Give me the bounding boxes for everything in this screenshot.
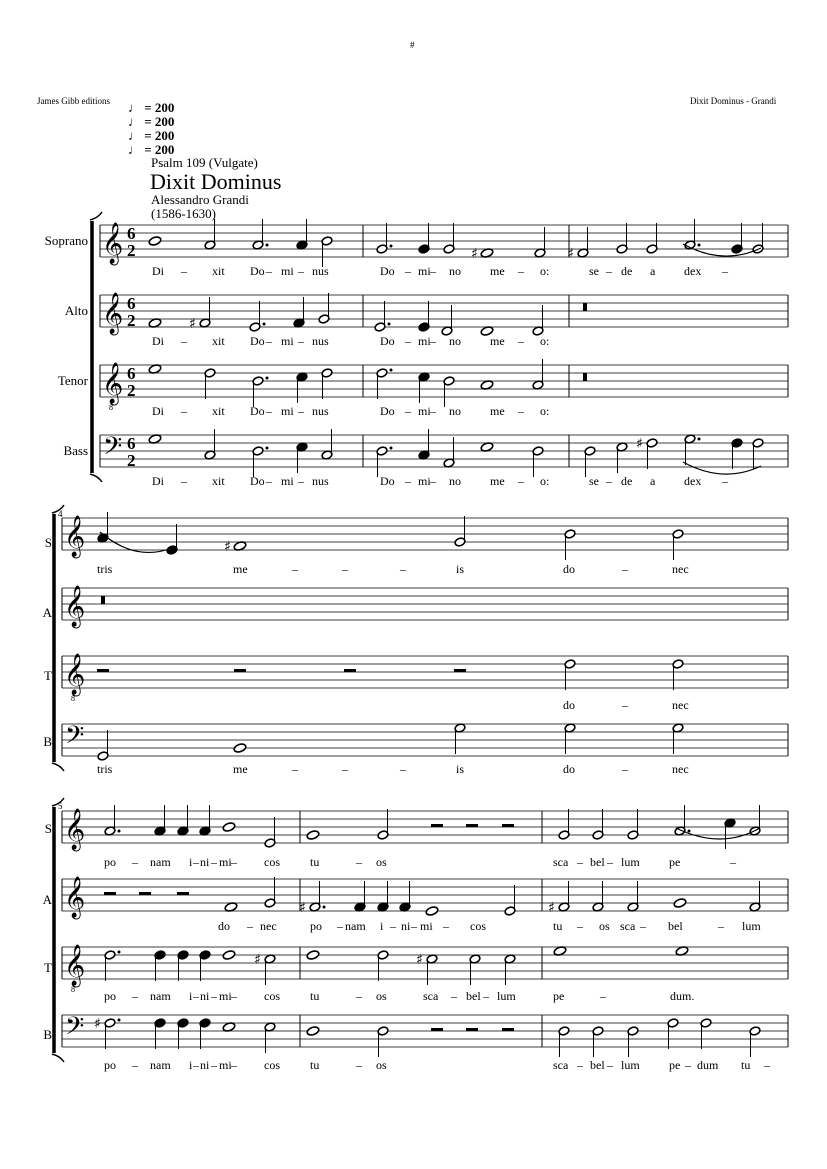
subtitle: Psalm 109 (Vulgate) [151,155,258,170]
lyric-syllable: lum [742,919,761,933]
half-rest [466,824,478,827]
sharp: ♯ [636,436,643,452]
lyric-syllable: mi [418,334,431,348]
lyric-syllable: nus [312,334,329,348]
lyric-syllable: – [247,919,253,933]
lyric-syllable: – [356,989,362,1003]
lyric-syllable: nus [312,474,329,488]
lyric-syllable: os [376,1058,387,1072]
voice-label-alto: Alto [64,303,88,318]
bracket-cap [52,505,64,513]
lyric-syllable: nec [672,762,689,776]
lyric-syllable: i [189,855,193,869]
note-dot [388,323,391,326]
lyric-syllable: nam [150,989,171,1003]
lyric-syllable: me [490,264,505,278]
lyric-syllable: nam [345,919,366,933]
lyric-syllable: – [342,762,348,776]
lyric-syllable: is [456,562,465,576]
lyric-syllable: mi [219,855,232,869]
lyric-syllable: no [449,334,461,348]
lyric-syllable: – [405,474,411,488]
lyric-syllable: me [490,404,505,418]
sharp: ♯ [254,952,261,968]
publisher: James Gibb editions [37,96,110,106]
lyric-syllable: – [266,264,272,278]
lyric-syllable: a [650,264,656,278]
bracket-cap [52,798,64,806]
time-signature-top: 6 [127,364,136,383]
lyric-syllable: Di [152,474,164,488]
half-rest [454,669,466,672]
page-mark: # [410,40,415,50]
octave-marker: 8 [71,985,75,994]
lyric-syllable: – [181,474,187,488]
half-rest [177,892,189,895]
lyric-syllable: o: [540,404,550,418]
lyric-syllable: nec [260,919,277,933]
lyric-syllable: – [622,762,628,776]
lyric-syllable: – [518,334,524,348]
lyric-syllable: nec [672,562,689,576]
lyric-syllable: o: [540,474,550,488]
lyric-syllable: lum [497,989,516,1003]
lyric-syllable: tu [553,919,563,933]
treble-clef: 𝄞 [64,586,86,627]
sharp: ♯ [548,900,555,916]
half-rest [502,1028,514,1031]
voice-label-b: B [43,734,52,749]
lyric-syllable: – [266,474,272,488]
voice-label-a: A [42,892,52,907]
notehead [233,743,247,754]
lyric-syllable: – [730,855,736,869]
lyric-syllable: – [132,989,138,1003]
octave-marker: 8 [109,403,113,412]
tempo-mark: ♩ = 200 [128,128,175,143]
lyric-syllable: de [621,474,633,488]
lyric-syllable: tu [310,1058,320,1072]
slur [683,462,761,474]
lyric-syllable: dex [684,264,702,278]
lyric-syllable: do [563,762,575,776]
lyric-syllable: o: [540,264,550,278]
lyric-syllable: – [266,404,272,418]
time-signature-bottom: 2 [127,311,136,330]
lyric-syllable: os [376,989,387,1003]
lyric-syllable: Di [152,264,164,278]
lyric-syllable: no [449,404,461,418]
time-signature-top: 6 [127,294,136,313]
lyric-syllable: mi [281,474,294,488]
voice-label-a: A [42,605,52,620]
lyric-syllable: – [193,1058,199,1072]
lyric-syllable: os [599,919,610,933]
half-rest [466,1028,478,1031]
lyric-syllable: – [405,334,411,348]
lyric-syllable: – [400,562,406,576]
lyric-syllable: po [104,855,116,869]
note-dot [266,377,269,380]
lyric-syllable: – [356,1058,362,1072]
lyric-syllable: – [356,855,362,869]
lyric-syllable: bel [590,855,605,869]
lyric-syllable: tu [310,989,320,1003]
lyric-syllable: no [449,264,461,278]
lyric-syllable: – [298,334,304,348]
lyric-syllable: mi [418,264,431,278]
lyric-syllable: – [266,334,272,348]
lyric-syllable: sca [423,989,439,1003]
lyric-syllable: – [181,264,187,278]
lyric-syllable: – [443,919,449,933]
lyric-syllable: po [104,1058,116,1072]
sharp: ♯ [224,539,231,555]
lyric-syllable: no [449,474,461,488]
lyric-syllable: – [622,698,628,712]
lyric-syllable: – [211,989,217,1003]
lyric-syllable: Di [152,334,164,348]
treble-clef: 𝄞 [64,654,86,695]
lyric-syllable: Do [250,264,265,278]
composer-name: Alessandro Grandi [151,192,249,207]
lyric-syllable: a [650,474,656,488]
lyric-syllable: mi [420,919,433,933]
lyric-syllable: po [104,989,116,1003]
lyric-syllable: po [310,919,322,933]
lyric-syllable: bel [466,989,481,1003]
lyric-syllable: – [577,919,583,933]
lyric-syllable: – [390,919,396,933]
lyric-syllable: – [298,474,304,488]
treble-clef: 𝄞 [64,945,86,986]
half-rest [234,669,246,672]
voice-label-bass: Bass [63,443,88,458]
lyric-syllable: do [218,919,230,933]
note-dot [688,830,691,833]
notehead [222,822,236,833]
lyric-syllable: xit [212,474,225,488]
lyric-syllable: – [405,264,411,278]
lyric-syllable: is [456,762,465,776]
lyric-syllable: pe [553,989,565,1003]
treble-clef: 𝄞 [102,363,124,404]
voice-label-s: S [44,821,52,836]
lyric-syllable: – [231,855,237,869]
bass-clef: 𝄢 [65,1012,85,1047]
lyric-syllable: – [430,334,436,348]
lyric-syllable: – [231,989,237,1003]
lyric-syllable: – [132,1058,138,1072]
lyric-syllable: – [430,404,436,418]
lyric-syllable: Do [250,334,265,348]
lyric-syllable: – [292,762,298,776]
sharp: ♯ [567,246,574,262]
breve-rest [583,373,587,381]
lyric-syllable: cos [470,919,486,933]
breve-rest [101,596,105,604]
lyric-syllable: me [233,762,248,776]
half-rest [104,892,116,895]
sharp: ♯ [299,900,306,916]
note-dot [266,447,269,450]
breve-rest [583,303,587,311]
lyric-syllable: ni [200,855,210,869]
treble-clef: 𝄞 [102,223,124,264]
lyric-syllable: dum. [670,989,695,1003]
lyric-syllable: – [430,264,436,278]
bass-clef: 𝄢 [103,432,123,467]
lyric-syllable: – [607,1058,613,1072]
lyric-syllable: – [483,989,489,1003]
lyric-syllable: – [518,264,524,278]
lyric-syllable: nus [312,404,329,418]
lyric-syllable: mi [219,1058,232,1072]
time-signature-bottom: 2 [127,451,136,470]
lyric-syllable: pe [669,1058,681,1072]
note-dot [266,244,269,247]
lyric-syllable: – [337,919,343,933]
lyric-syllable: de [621,264,633,278]
voice-label-t: T [44,668,52,683]
lyric-syllable: – [211,855,217,869]
lyric-syllable: mi [219,989,232,1003]
lyric-syllable: – [577,855,583,869]
tempo-mark: ♩ = 200 [128,114,175,129]
lyric-syllable: Do [250,404,265,418]
notehead [306,830,320,841]
voice-label-tenor: Tenor [57,373,88,388]
sharp: ♯ [189,316,196,332]
lyric-syllable: – [518,474,524,488]
lyric-syllable: – [685,1058,691,1072]
lyric-syllable: cos [264,1058,280,1072]
notehead [306,1026,320,1037]
sharp: ♯ [94,1016,101,1032]
note-dot [390,447,393,450]
measure-number: 4 [58,509,63,519]
octave-marker: 8 [71,694,75,703]
lyric-syllable: ni [200,1058,210,1072]
lyric-syllable: os [376,855,387,869]
lyric-syllable: ni [200,989,210,1003]
lyric-syllable: sca [620,919,636,933]
note-dot [118,830,121,833]
voice-label-s: S [44,535,52,550]
lyric-syllable: mi [281,404,294,418]
half-rest [97,669,109,672]
notehead [425,906,439,917]
notehead [222,950,236,961]
lyric-syllable: – [451,989,457,1003]
lyric-syllable: – [298,264,304,278]
lyric-syllable: Do [380,334,395,348]
lyric-syllable: cos [264,989,280,1003]
lyric-syllable: – [722,264,728,278]
note-dot [263,323,266,326]
lyric-syllable: – [722,474,728,488]
notehead [673,898,687,909]
lyric-syllable: – [606,264,612,278]
half-rest [431,824,443,827]
lyric-syllable: tu [310,855,320,869]
time-signature-bottom: 2 [127,241,136,260]
notehead [306,950,320,961]
lyric-syllable: tu [741,1058,751,1072]
lyric-syllable: mi [418,474,431,488]
lyric-syllable: i [189,1058,193,1072]
lyric-syllable: xit [212,404,225,418]
lyric-syllable: – [211,1058,217,1072]
lyric-syllable: – [405,404,411,418]
note-dot [390,245,393,248]
lyric-syllable: dex [684,474,702,488]
lyric-syllable: cos [264,855,280,869]
time-signature-top: 6 [127,224,136,243]
lyric-syllable: – [518,404,524,418]
lyric-syllable: – [600,989,606,1003]
lyric-syllable: – [292,562,298,576]
lyric-syllable: – [640,919,646,933]
lyric-syllable: nec [672,698,689,712]
bass-clef: 𝄢 [65,721,85,756]
lyric-syllable: mi [418,404,431,418]
half-rest [431,1028,443,1031]
lyric-syllable: – [181,404,187,418]
lyric-syllable: tris [97,562,113,576]
note-dot [118,951,121,954]
lyric-syllable: – [342,562,348,576]
treble-clef: 𝄞 [64,516,86,557]
lyric-syllable: – [193,855,199,869]
treble-clef: 𝄞 [64,809,86,850]
lyric-syllable: nam [150,1058,171,1072]
voice-label-t: T [44,960,52,975]
lyric-syllable: bel [590,1058,605,1072]
note-dot [323,906,326,909]
lyric-syllable: o: [540,334,550,348]
lyric-syllable: tris [97,762,113,776]
lyric-syllable: – [577,1058,583,1072]
half-rest [344,669,356,672]
lyric-syllable: pe [669,855,681,869]
lyric-syllable: – [400,762,406,776]
lyric-syllable: – [411,919,417,933]
lyric-syllable: xit [212,334,225,348]
lyric-syllable: – [606,474,612,488]
lyric-syllable: lum [621,855,640,869]
note-dot [698,244,701,247]
lyric-syllable: do [563,562,575,576]
lyric-syllable: – [231,1058,237,1072]
lyric-syllable: Do [380,474,395,488]
composer-dates: (1586-1630) [151,206,216,221]
note-dot [390,369,393,372]
lyric-syllable: – [193,989,199,1003]
lyric-syllable: – [764,1058,770,1072]
tempo-mark: ♩ = 200 [128,100,175,115]
lyric-syllable: xit [212,264,225,278]
lyric-syllable: se [589,474,599,488]
bracket-cap [90,474,102,482]
lyric-syllable: sca [553,855,569,869]
voice-label-soprano: Soprano [44,233,88,248]
lyric-syllable: Di [152,404,164,418]
lyric-syllable: – [132,855,138,869]
lyric-syllable: mi [281,264,294,278]
measure-number: 5 [58,801,63,811]
lyric-syllable: dum [697,1058,719,1072]
notehead [148,236,162,247]
lyric-syllable: i [380,919,384,933]
lyric-syllable: me [233,562,248,576]
lyric-syllable: bel [668,919,683,933]
lyric-syllable: se [589,264,599,278]
treble-clef: 𝄞 [64,877,86,918]
lyric-syllable: – [298,404,304,418]
half-rest [502,824,514,827]
lyric-syllable: nus [312,264,329,278]
lyric-syllable: me [490,334,505,348]
lyric-syllable: Do [380,264,395,278]
running-title: Dixit Dominus - Grandi [690,96,777,106]
lyric-syllable: – [430,474,436,488]
lyric-syllable: me [490,474,505,488]
note-dot [698,438,701,441]
tempo-mark: ♩ = 200 [128,142,175,157]
sharp: ♯ [416,952,423,968]
lyric-syllable: – [718,919,724,933]
voice-label-b: B [43,1027,52,1042]
lyric-syllable: do [563,698,575,712]
bracket-cap [52,763,64,771]
time-signature-bottom: 2 [127,381,136,400]
note-dot [118,1019,121,1022]
lyric-syllable: sca [553,1058,569,1072]
lyric-syllable: mi [281,334,294,348]
half-rest [139,892,151,895]
sharp: ♯ [471,246,478,262]
lyric-syllable: Do [380,404,395,418]
lyric-syllable: – [607,855,613,869]
time-signature-top: 6 [127,434,136,453]
lyric-syllable: nam [150,855,171,869]
bracket-cap [52,1054,64,1062]
lyric-syllable: i [189,989,193,1003]
piece-title: Dixit Dominus [150,169,282,194]
lyric-syllable: – [622,562,628,576]
bracket-cap [90,212,102,220]
lyric-syllable: Do [250,474,265,488]
treble-clef: 𝄞 [102,293,124,334]
lyric-syllable: lum [621,1058,640,1072]
lyric-syllable: ni [401,919,411,933]
lyric-syllable: – [181,334,187,348]
